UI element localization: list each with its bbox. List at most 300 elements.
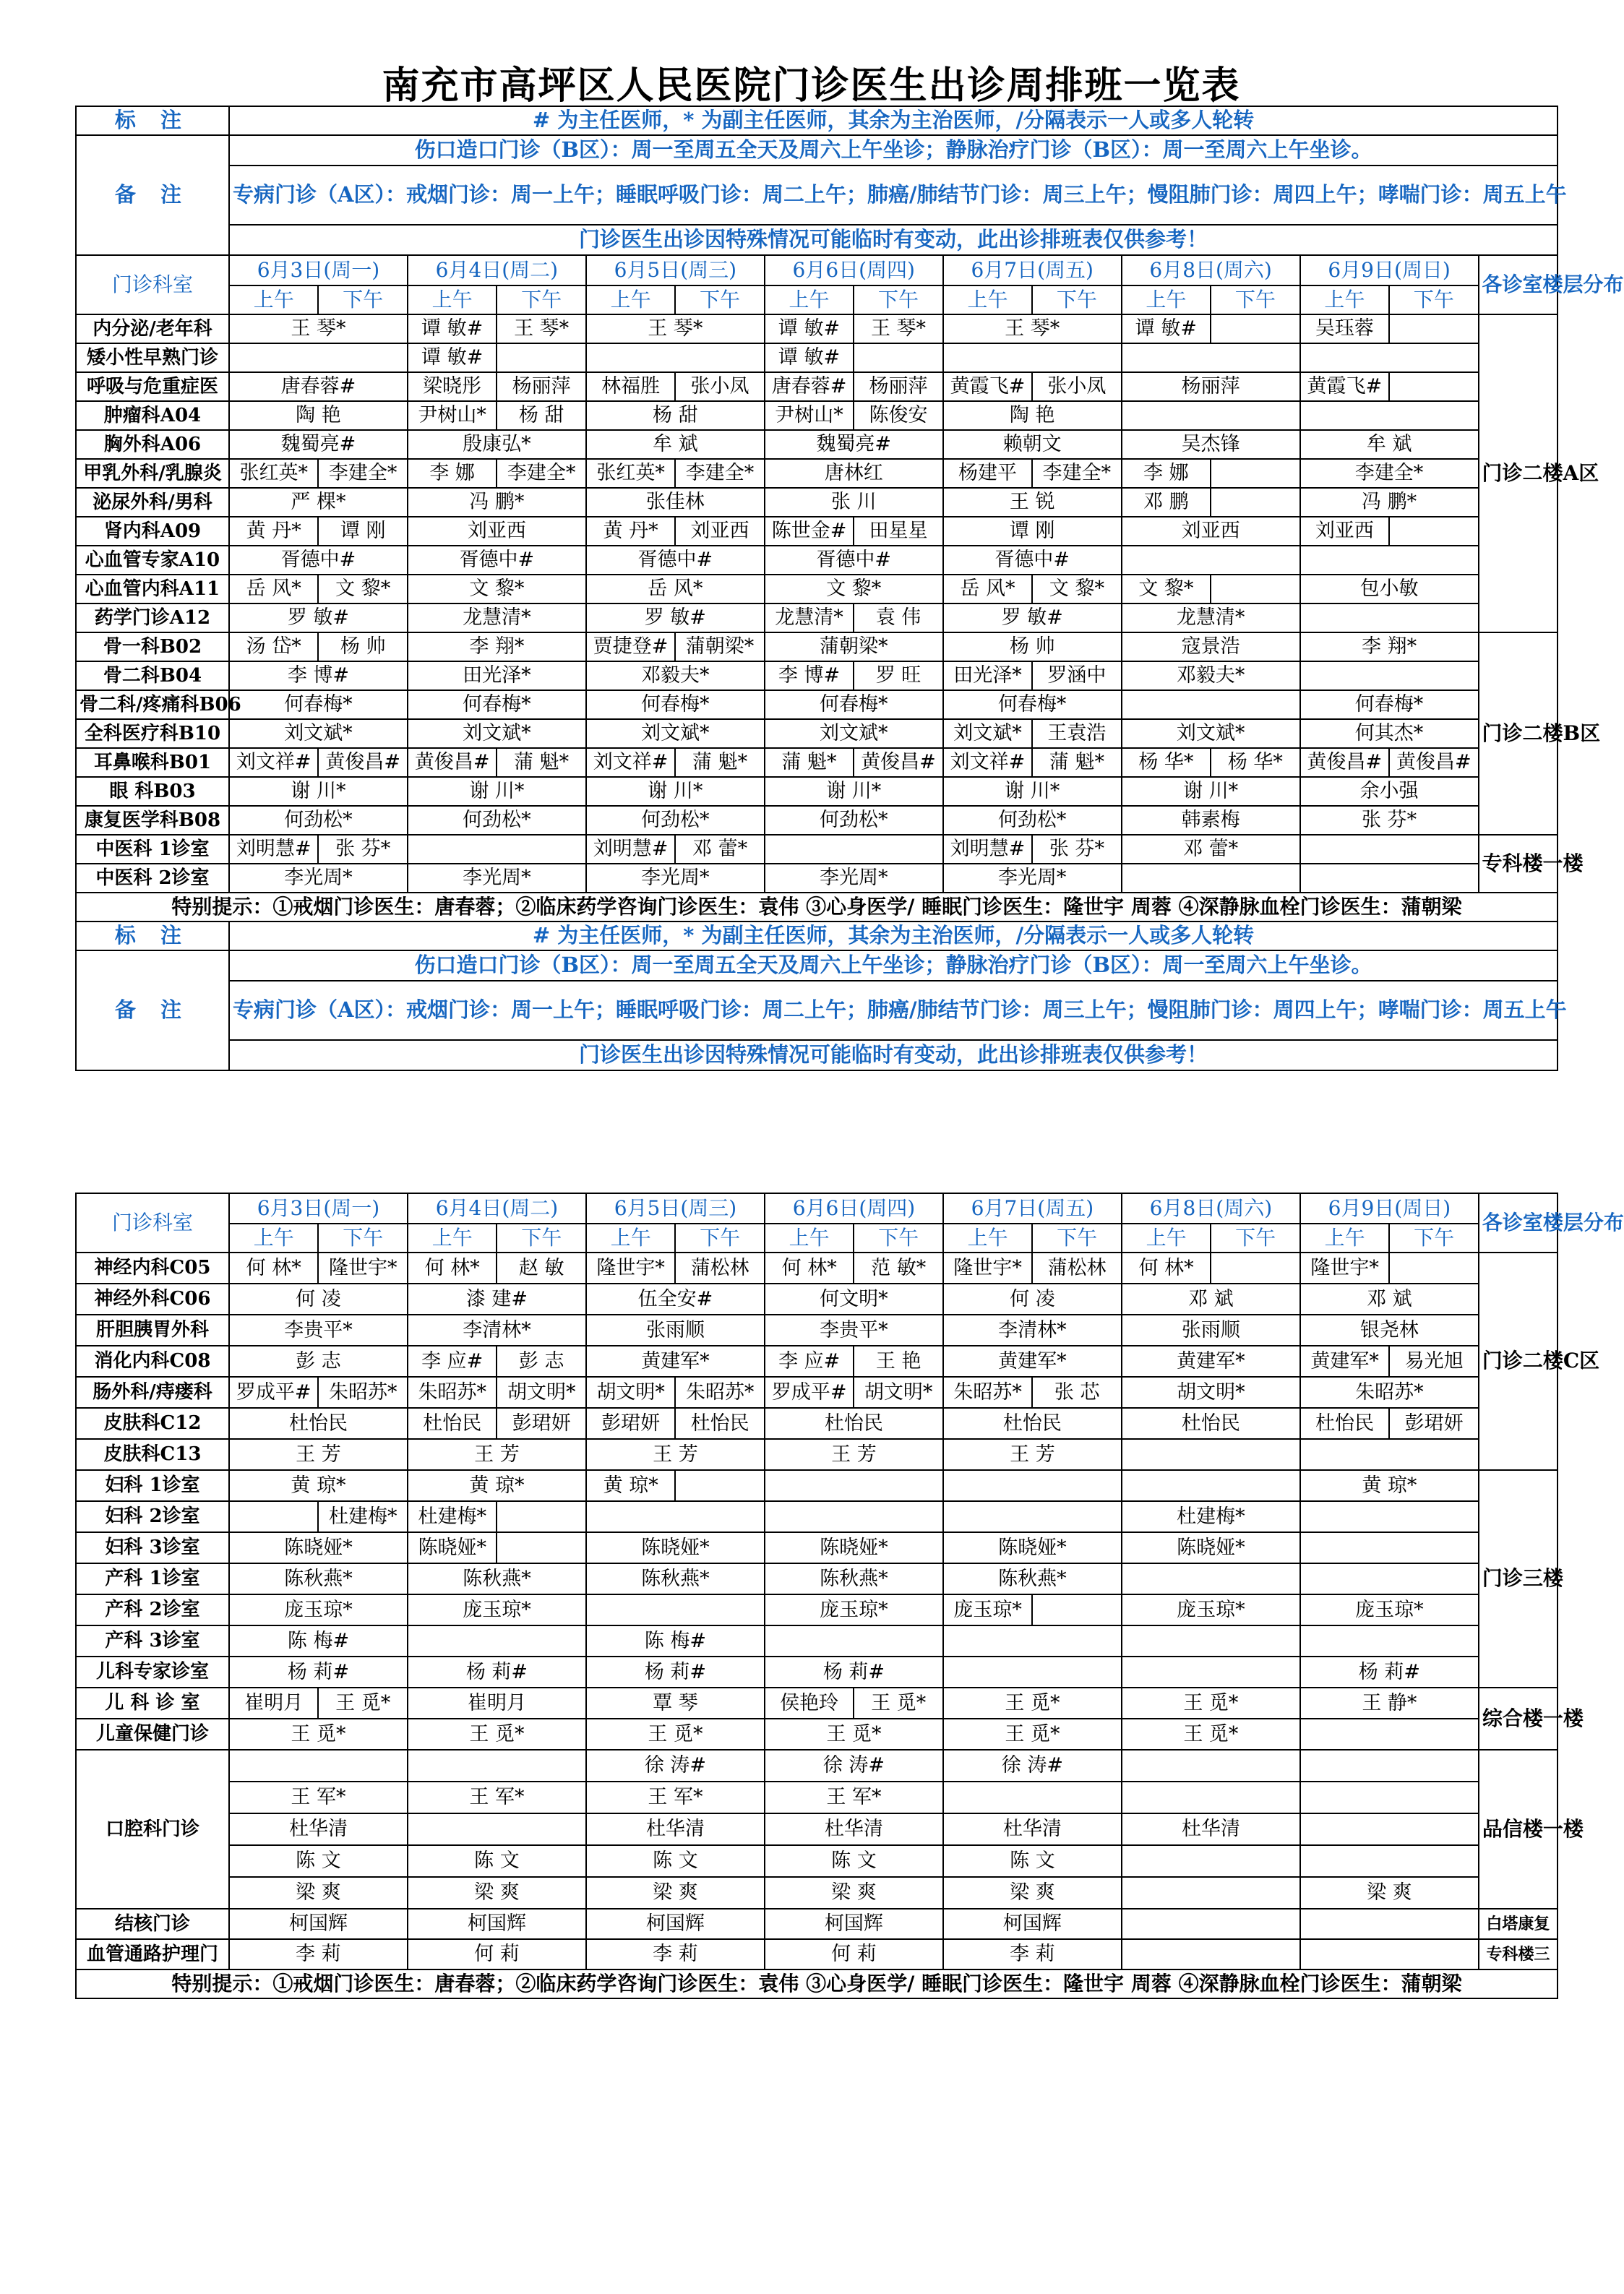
doctor-cell: 何 凌 bbox=[229, 1284, 408, 1315]
doctor-cell: 李建全* bbox=[1032, 459, 1121, 488]
doctor-cell bbox=[675, 1470, 765, 1501]
doctor-cell: 李 应# bbox=[765, 1346, 854, 1377]
doctor-cell: 李建全* bbox=[497, 459, 585, 488]
doctor-cell: 张 芯 bbox=[1032, 1377, 1122, 1408]
day-header: 6月7日(周五) bbox=[943, 255, 1122, 285]
schedule-row bbox=[76, 401, 1558, 430]
doctor-cell: 何 莉 bbox=[765, 1939, 943, 1969]
doctor-cell: 何 莉 bbox=[408, 1939, 586, 1969]
doctor-cell: 田光泽* bbox=[408, 661, 586, 690]
schedule-row bbox=[76, 777, 1558, 806]
doctor-cell bbox=[1122, 1909, 1300, 1939]
doctor-cell: 王 艳 bbox=[854, 1346, 943, 1377]
doctor-cell bbox=[408, 1813, 586, 1845]
doctor-cell: 韩素梅 bbox=[1122, 806, 1300, 835]
doctor-cell: 刘文斌* bbox=[943, 719, 1032, 748]
schedule-row bbox=[76, 459, 1558, 488]
dept-name: 妇科 2诊室 bbox=[76, 1501, 229, 1532]
doctor-cell: 邓 鹏 bbox=[1122, 488, 1211, 517]
doctor-cell: 杜建梅* bbox=[318, 1501, 408, 1532]
doctor-cell bbox=[408, 835, 586, 864]
doctor-cell bbox=[1122, 401, 1300, 430]
doctor-cell: 梁 爽 bbox=[408, 1877, 586, 1909]
oral-row bbox=[76, 1877, 1558, 1909]
doctor-cell bbox=[1300, 401, 1479, 430]
doctor-cell: 殷康弘* bbox=[408, 430, 586, 459]
doctor-cell: 陶 艳 bbox=[943, 401, 1122, 430]
doctor-cell: 牟 斌 bbox=[1300, 430, 1479, 459]
doctor-cell bbox=[943, 1470, 1122, 1501]
doctor-cell: 余小强 bbox=[1300, 777, 1479, 806]
doctor-cell: 王 锐 bbox=[943, 488, 1122, 517]
dept-name: 心血管内科A11 bbox=[76, 575, 229, 603]
doctor-cell: 陈 文 bbox=[943, 1845, 1122, 1877]
schedule-row bbox=[76, 575, 1558, 603]
schedule-row bbox=[76, 835, 1558, 864]
doctor-cell: 谢 川* bbox=[1122, 777, 1300, 806]
doctor-cell: 刘文祥# bbox=[943, 748, 1032, 777]
doctor-cell bbox=[765, 1625, 943, 1657]
doctor-cell: 袁 伟 bbox=[854, 603, 942, 632]
doctor-cell: 严 棵* bbox=[229, 488, 408, 517]
dept-name: 心血管专家A10 bbox=[76, 546, 229, 575]
doctor-cell: 黄建军* bbox=[586, 1346, 765, 1377]
doctor-cell: 何劲松* bbox=[229, 806, 408, 835]
doctor-cell: 朱昭苏* bbox=[1300, 1377, 1479, 1408]
doctor-cell: 杨丽萍 bbox=[497, 372, 585, 401]
doctor-cell: 柯国辉 bbox=[229, 1909, 408, 1939]
doctor-cell: 杜怡民 bbox=[675, 1408, 765, 1439]
doctor-cell: 彭珺妍 bbox=[1389, 1408, 1479, 1439]
doctor-cell: 李 莉 bbox=[943, 1939, 1122, 1969]
doctor-cell bbox=[1300, 661, 1479, 690]
doctor-cell: 梁 爽 bbox=[229, 1877, 408, 1909]
doctor-cell: 李光周* bbox=[408, 864, 586, 893]
doctor-cell: 张 川 bbox=[765, 488, 943, 517]
doctor-cell: 罗涵中 bbox=[1032, 661, 1121, 690]
dept-name: 眼 科B03 bbox=[76, 777, 229, 806]
schedule-table-2 bbox=[75, 1193, 1624, 1999]
doctor-cell: 朱昭苏* bbox=[318, 1377, 408, 1408]
doctor-cell: 何劲松* bbox=[586, 806, 765, 835]
doctor-cell bbox=[1389, 372, 1478, 401]
day-header: 6月8日(周六) bbox=[1122, 255, 1300, 285]
doctor-cell: 唐林红 bbox=[765, 459, 943, 488]
doctor-cell: 魏蜀亮# bbox=[229, 430, 408, 459]
doctor-cell: 刘文斌* bbox=[1122, 719, 1300, 748]
doctor-cell: 李 翔* bbox=[408, 632, 586, 661]
doctor-cell: 梁 爽 bbox=[586, 1877, 765, 1909]
doctor-cell: 杜华清 bbox=[586, 1813, 765, 1845]
am-header: 上午 bbox=[765, 285, 854, 314]
doctor-cell: 覃 琴 bbox=[586, 1688, 765, 1719]
pm-header: 下午 bbox=[318, 285, 407, 314]
doctor-cell: 王 琴* bbox=[497, 314, 585, 343]
dept-name: 骨二科B04 bbox=[76, 661, 229, 690]
doctor-cell: 杜华清 bbox=[229, 1813, 408, 1845]
doctor-cell: 罗成平# bbox=[229, 1377, 318, 1408]
doctor-cell bbox=[1122, 1939, 1300, 1969]
doctor-cell: 罗 敏# bbox=[943, 603, 1122, 632]
oral-row bbox=[76, 1750, 1558, 1782]
doctor-cell: 李 莉 bbox=[229, 1939, 408, 1969]
doctor-cell: 刘亚西 bbox=[408, 517, 586, 546]
doctor-cell: 王 觅* bbox=[318, 1688, 408, 1719]
doctor-cell: 王 琴* bbox=[586, 314, 765, 343]
dept-name: 肾内科A09 bbox=[76, 517, 229, 546]
doctor-cell: 谭 刚 bbox=[943, 517, 1122, 546]
doctor-cell: 朱昭苏* bbox=[943, 1377, 1032, 1408]
doctor-cell: 陈晓娅* bbox=[229, 1532, 408, 1563]
doctor-cell: 杨丽萍 bbox=[1122, 372, 1300, 401]
doctor-cell: 李 应# bbox=[408, 1346, 497, 1377]
doctor-cell: 黄建军* bbox=[943, 1346, 1122, 1377]
schedule-row bbox=[76, 1284, 1558, 1315]
doctor-cell: 龙慧清* bbox=[408, 603, 586, 632]
doctor-cell bbox=[1300, 1532, 1479, 1563]
doctor-cell: 徐 涛# bbox=[765, 1750, 943, 1782]
doctor-cell: 谢 川* bbox=[943, 777, 1122, 806]
schedule-row bbox=[76, 661, 1558, 690]
doctor-cell: 王 军* bbox=[586, 1782, 765, 1813]
doctor-cell bbox=[1122, 1657, 1300, 1688]
doctor-cell bbox=[1300, 835, 1479, 864]
doctor-cell: 杜怡民 bbox=[229, 1408, 408, 1439]
doctor-cell: 王 军* bbox=[408, 1782, 586, 1813]
doctor-cell: 李 博# bbox=[765, 661, 854, 690]
doctor-cell: 黄 琼* bbox=[229, 1470, 408, 1501]
doctor-cell: 蒲 魁* bbox=[1032, 748, 1121, 777]
doctor-cell: 王 觅* bbox=[943, 1688, 1122, 1719]
doctor-cell: 黄 丹* bbox=[586, 517, 675, 546]
doctor-cell bbox=[497, 1532, 586, 1563]
am-header: 上午 bbox=[943, 285, 1032, 314]
dept-name: 肿瘤科A04 bbox=[76, 401, 229, 430]
doctor-cell bbox=[943, 1501, 1122, 1532]
doctor-cell: 邓毅夫* bbox=[586, 661, 765, 690]
doctor-cell bbox=[229, 1501, 318, 1532]
remark-label: 备 注 bbox=[76, 950, 229, 1070]
doctor-cell bbox=[943, 343, 1122, 372]
dept-name: 中医科 2诊室 bbox=[76, 864, 229, 893]
dept-name: 儿科专家诊室 bbox=[76, 1657, 229, 1688]
doctor-cell: 李 博# bbox=[229, 661, 408, 690]
doctor-cell: 邓毅夫* bbox=[1122, 661, 1300, 690]
doctor-cell: 王 军* bbox=[229, 1782, 408, 1813]
doctor-cell: 刘明慧# bbox=[943, 835, 1032, 864]
dept-name: 泌尿外科/男科 bbox=[76, 488, 229, 517]
doctor-cell: 杜怡民 bbox=[408, 1408, 497, 1439]
doctor-cell: 柯国辉 bbox=[943, 1909, 1122, 1939]
pm-header: 下午 bbox=[854, 1224, 943, 1253]
pm-header: 下午 bbox=[1389, 1224, 1479, 1253]
doctor-cell: 刘明慧# bbox=[229, 835, 318, 864]
doctor-cell: 罗 敏# bbox=[586, 603, 765, 632]
doctor-cell: 王 觅* bbox=[1122, 1719, 1300, 1750]
remark-line: 伤口造口门诊（B区）：周一至周五全天及周六上午坐诊；静脉治疗门诊（B区）：周一至周六上午坐诊。 bbox=[229, 950, 1558, 981]
doctor-cell: 张佳林 bbox=[586, 488, 765, 517]
doctor-cell: 田光泽* bbox=[943, 661, 1032, 690]
doctor-cell: 李建全* bbox=[318, 459, 407, 488]
doctor-cell: 庞玉琼* bbox=[229, 1594, 408, 1625]
pm-header: 下午 bbox=[1211, 285, 1299, 314]
schedule-row bbox=[76, 719, 1558, 748]
day-header: 6月3日(周一) bbox=[229, 1193, 408, 1224]
doctor-cell: 文 黎* bbox=[1122, 575, 1211, 603]
doctor-cell: 何其杰* bbox=[1300, 719, 1479, 748]
doctor-cell: 杨丽萍 bbox=[854, 372, 942, 401]
dept-name: 神经外科C06 bbox=[76, 1284, 229, 1315]
doctor-cell: 刘亚西 bbox=[1300, 517, 1389, 546]
doctor-cell: 邓 蕾* bbox=[1122, 835, 1300, 864]
doctor-cell: 陈晓娅* bbox=[586, 1532, 765, 1563]
doctor-cell: 何 林* bbox=[765, 1253, 854, 1284]
doctor-cell: 胡文明* bbox=[586, 1377, 675, 1408]
dept-name: 肝胆胰胃外科 bbox=[76, 1315, 229, 1346]
floor-label: 门诊二楼A区 bbox=[1479, 314, 1558, 632]
doctor-cell: 张 芬* bbox=[318, 835, 407, 864]
doctor-cell: 杜华清 bbox=[943, 1813, 1122, 1845]
doctor-cell bbox=[1211, 1253, 1300, 1284]
doctor-cell: 林福胜 bbox=[586, 372, 675, 401]
special-tip: 特别提示：①戒烟门诊医生：唐春蓉；②临床药学咨询门诊医生：袁伟 ③心身医学/ 睡眠门诊医生：隆世宇 周蓉 ④深静脉血栓门诊医生：蒲朝梁 bbox=[76, 1969, 1558, 1998]
am-header: 上午 bbox=[408, 285, 497, 314]
doctor-cell: 刘文斌* bbox=[408, 719, 586, 748]
doctor-cell: 黄 琼* bbox=[586, 1470, 675, 1501]
doctor-cell: 杜建梅* bbox=[1122, 1501, 1300, 1532]
doctor-cell: 岳 风* bbox=[943, 575, 1032, 603]
special-tip: 特别提示：①戒烟门诊医生：唐春蓉；②临床药学咨询门诊医生：袁伟 ③心身医学/ 睡眠门诊医生：隆世宇 周蓉 ④深静脉血栓门诊医生：蒲朝梁 bbox=[76, 893, 1558, 922]
doctor-cell: 包小敏 bbox=[1300, 575, 1479, 603]
dept-name: 结核门诊 bbox=[76, 1909, 229, 1939]
dept-name: 皮肤科C13 bbox=[76, 1439, 229, 1470]
doctor-cell: 陈秋燕* bbox=[943, 1563, 1122, 1594]
dept-name: 骨二科/疼痛科B06 bbox=[76, 690, 229, 719]
doctor-cell: 陶 艳 bbox=[229, 401, 408, 430]
pm-header: 下午 bbox=[854, 285, 942, 314]
doctor-cell: 杨 帅 bbox=[318, 632, 407, 661]
doctor-cell: 吴珏蓉 bbox=[1300, 314, 1389, 343]
doctor-cell: 彭 志 bbox=[497, 1346, 586, 1377]
doctor-cell: 李光周* bbox=[765, 864, 943, 893]
dept-name: 康复医学科B08 bbox=[76, 806, 229, 835]
doctor-cell: 陈晓娅* bbox=[765, 1532, 943, 1563]
doctor-cell: 庞玉琼* bbox=[1300, 1594, 1479, 1625]
schedule-row bbox=[76, 603, 1558, 632]
doctor-cell bbox=[1122, 1845, 1300, 1877]
doctor-cell bbox=[943, 1782, 1122, 1813]
doctor-cell: 银尧林 bbox=[1300, 1315, 1479, 1346]
doctor-cell: 胡文明* bbox=[854, 1377, 943, 1408]
schedule-row bbox=[76, 1439, 1558, 1470]
schedule-row bbox=[76, 1625, 1558, 1657]
remark-line: 门诊医生出诊因特殊情况可能临时有变动，此出诊排班表仅供参考！ bbox=[229, 1040, 1558, 1070]
day-header: 6月4日(周二) bbox=[408, 1193, 586, 1224]
schedule-row bbox=[76, 1563, 1558, 1594]
floor-header: 各诊室楼层分布 bbox=[1479, 1193, 1558, 1253]
doctor-cell: 李光周* bbox=[586, 864, 765, 893]
doctor-cell: 陈俊安 bbox=[854, 401, 942, 430]
doctor-cell: 黄建军* bbox=[1122, 1346, 1300, 1377]
doctor-cell: 陈秋燕* bbox=[586, 1563, 765, 1594]
doctor-cell: 张 芬* bbox=[1300, 806, 1479, 835]
schedule-row bbox=[76, 806, 1558, 835]
doctor-cell: 刘文斌* bbox=[229, 719, 408, 748]
doctor-cell: 何春梅* bbox=[765, 690, 943, 719]
doctor-cell: 陈秋燕* bbox=[229, 1563, 408, 1594]
day-header: 6月4日(周二) bbox=[408, 255, 586, 285]
doctor-cell: 唐春蓉# bbox=[229, 372, 408, 401]
doctor-cell: 何劲松* bbox=[765, 806, 943, 835]
doctor-cell: 梁 爽 bbox=[943, 1877, 1122, 1909]
doctor-cell: 伍全安# bbox=[586, 1284, 765, 1315]
doctor-cell: 谢 川* bbox=[765, 777, 943, 806]
doctor-cell bbox=[1300, 546, 1479, 575]
schedule-row bbox=[76, 314, 1558, 343]
doctor-cell: 杨 莉# bbox=[229, 1657, 408, 1688]
doctor-cell: 庞玉琼* bbox=[943, 1594, 1032, 1625]
floor-label: 专科楼一楼 bbox=[1479, 835, 1558, 893]
doctor-cell: 陈秋燕* bbox=[408, 1563, 586, 1594]
dept-name: 甲乳外科/乳腺炎 bbox=[76, 459, 229, 488]
dept-name: 妇科 1诊室 bbox=[76, 1470, 229, 1501]
doctor-cell bbox=[1300, 1625, 1479, 1657]
day-header: 6月9日(周日) bbox=[1300, 255, 1479, 285]
doctor-cell: 文 黎* bbox=[1032, 575, 1121, 603]
doctor-cell: 李贵平* bbox=[765, 1315, 943, 1346]
dept-name: 药学门诊A12 bbox=[76, 603, 229, 632]
dept-name: 妇科 3诊室 bbox=[76, 1532, 229, 1563]
day-header: 6月6日(周四) bbox=[765, 1193, 943, 1224]
schedule-row bbox=[76, 488, 1558, 517]
doctor-cell bbox=[1389, 517, 1478, 546]
doctor-cell: 刘亚西 bbox=[675, 517, 764, 546]
doctor-cell: 杜怡民 bbox=[943, 1408, 1122, 1439]
doctor-cell: 李 莉 bbox=[586, 1939, 765, 1969]
doctor-cell: 黄俊昌# bbox=[318, 748, 407, 777]
am-header: 上午 bbox=[943, 1224, 1032, 1253]
doctor-cell: 王 芳 bbox=[586, 1439, 765, 1470]
remark-line: 门诊医生出诊因特殊情况可能临时有变动，此出诊排班表仅供参考！ bbox=[229, 225, 1558, 255]
floor-label: 专科楼三 bbox=[1479, 1939, 1558, 1969]
doctor-cell bbox=[1122, 1782, 1300, 1813]
doctor-cell bbox=[854, 343, 942, 372]
doctor-cell: 杜怡民 bbox=[765, 1408, 943, 1439]
doctor-cell: 崔明月 bbox=[229, 1688, 318, 1719]
doctor-cell: 何 林* bbox=[408, 1253, 497, 1284]
doctor-cell bbox=[408, 1625, 586, 1657]
am-header: 上午 bbox=[586, 285, 675, 314]
doctor-cell: 寇景浩 bbox=[1122, 632, 1300, 661]
doctor-cell: 陈秋燕* bbox=[765, 1563, 943, 1594]
doctor-cell: 谭 敏# bbox=[765, 343, 854, 372]
doctor-cell: 陈 梅# bbox=[586, 1625, 765, 1657]
doctor-cell: 陈晓娅* bbox=[943, 1532, 1122, 1563]
schedule-row bbox=[76, 1719, 1558, 1750]
doctor-cell bbox=[1300, 1563, 1479, 1594]
doctor-cell: 龙慧清* bbox=[1122, 603, 1300, 632]
doctor-cell: 蒲松林 bbox=[1032, 1253, 1122, 1284]
floor-label: 门诊三楼 bbox=[1479, 1470, 1558, 1688]
floor-label: 综合楼一楼 bbox=[1479, 1688, 1558, 1750]
doctor-cell: 王 芳 bbox=[943, 1439, 1122, 1470]
doctor-cell bbox=[1300, 1813, 1479, 1845]
doctor-cell: 彭 志 bbox=[229, 1346, 408, 1377]
doctor-cell: 刘文斌* bbox=[586, 719, 765, 748]
doctor-cell bbox=[1211, 459, 1299, 488]
doctor-cell: 冯 鹏* bbox=[408, 488, 586, 517]
doctor-cell bbox=[765, 1501, 943, 1532]
doctor-cell: 刘亚西 bbox=[1122, 517, 1300, 546]
doctor-cell: 蒲松林 bbox=[675, 1253, 765, 1284]
doctor-cell: 李 娜 bbox=[1122, 459, 1211, 488]
doctor-cell: 蒲 魁* bbox=[765, 748, 854, 777]
remark-line: 伤口造口门诊（B区）：周一至周五全天及周六上午坐诊；静脉治疗门诊（B区）：周一至周六上午坐诊。 bbox=[229, 135, 1558, 166]
dept-name: 中医科 1诊室 bbox=[76, 835, 229, 864]
am-header: 上午 bbox=[765, 1224, 854, 1253]
doctor-cell: 何劲松* bbox=[408, 806, 586, 835]
am-header: 上午 bbox=[1300, 285, 1389, 314]
doctor-cell: 邓 斌 bbox=[1122, 1284, 1300, 1315]
schedule-row bbox=[76, 1657, 1558, 1688]
schedule-row bbox=[76, 1253, 1558, 1284]
doctor-cell bbox=[229, 1750, 408, 1782]
doctor-cell bbox=[1122, 1625, 1300, 1657]
doctor-cell: 牟 斌 bbox=[586, 430, 765, 459]
dept-name: 矮小性早熟门诊 bbox=[76, 343, 229, 372]
remark-label: 备 注 bbox=[76, 135, 229, 255]
dept-name: 儿 科 诊 室 bbox=[76, 1688, 229, 1719]
doctor-cell: 梁 爽 bbox=[765, 1877, 943, 1909]
doctor-cell: 文 黎* bbox=[408, 575, 586, 603]
doctor-cell: 杜建梅* bbox=[408, 1501, 497, 1532]
doctor-cell: 尹树山* bbox=[765, 401, 854, 430]
doctor-cell: 隆世宇* bbox=[1300, 1253, 1389, 1284]
am-header: 上午 bbox=[229, 1224, 318, 1253]
doctor-cell: 易光旭 bbox=[1389, 1346, 1479, 1377]
doctor-cell bbox=[497, 343, 585, 372]
doctor-cell: 隆世宇* bbox=[586, 1253, 675, 1284]
floor-label: 白塔康复 bbox=[1479, 1909, 1558, 1939]
doctor-cell: 隆世宇* bbox=[318, 1253, 408, 1284]
doctor-cell: 崔明月 bbox=[408, 1688, 586, 1719]
doctor-cell: 田星星 bbox=[854, 517, 942, 546]
doctor-cell bbox=[1122, 343, 1300, 372]
doctor-cell: 黄俊昌# bbox=[408, 748, 497, 777]
doctor-cell: 李清林* bbox=[943, 1315, 1122, 1346]
doctor-cell: 梁 爽 bbox=[1300, 1877, 1479, 1909]
doctor-cell bbox=[1300, 1909, 1479, 1939]
doctor-cell bbox=[1122, 864, 1300, 893]
doctor-cell bbox=[765, 1470, 943, 1501]
schedule-row bbox=[76, 1939, 1558, 1969]
doctor-cell bbox=[229, 343, 408, 372]
floor-label: 门诊二楼B区 bbox=[1479, 632, 1558, 835]
doctor-cell bbox=[1300, 1501, 1479, 1532]
doctor-cell: 庞玉琼* bbox=[765, 1594, 943, 1625]
pm-header: 下午 bbox=[675, 1224, 765, 1253]
am-header: 上午 bbox=[1122, 1224, 1211, 1253]
doctor-cell: 王 觅* bbox=[1122, 1688, 1300, 1719]
doctor-cell: 岳 风* bbox=[586, 575, 765, 603]
schedule-row bbox=[76, 517, 1558, 546]
schedule-row bbox=[76, 632, 1558, 661]
dept-name: 皮肤科C12 bbox=[76, 1408, 229, 1439]
doctor-cell: 尹树山* bbox=[408, 401, 497, 430]
doctor-cell bbox=[1300, 1782, 1479, 1813]
doctor-cell: 陈晓娅* bbox=[1122, 1532, 1300, 1563]
dept-name: 消化内科C08 bbox=[76, 1346, 229, 1377]
